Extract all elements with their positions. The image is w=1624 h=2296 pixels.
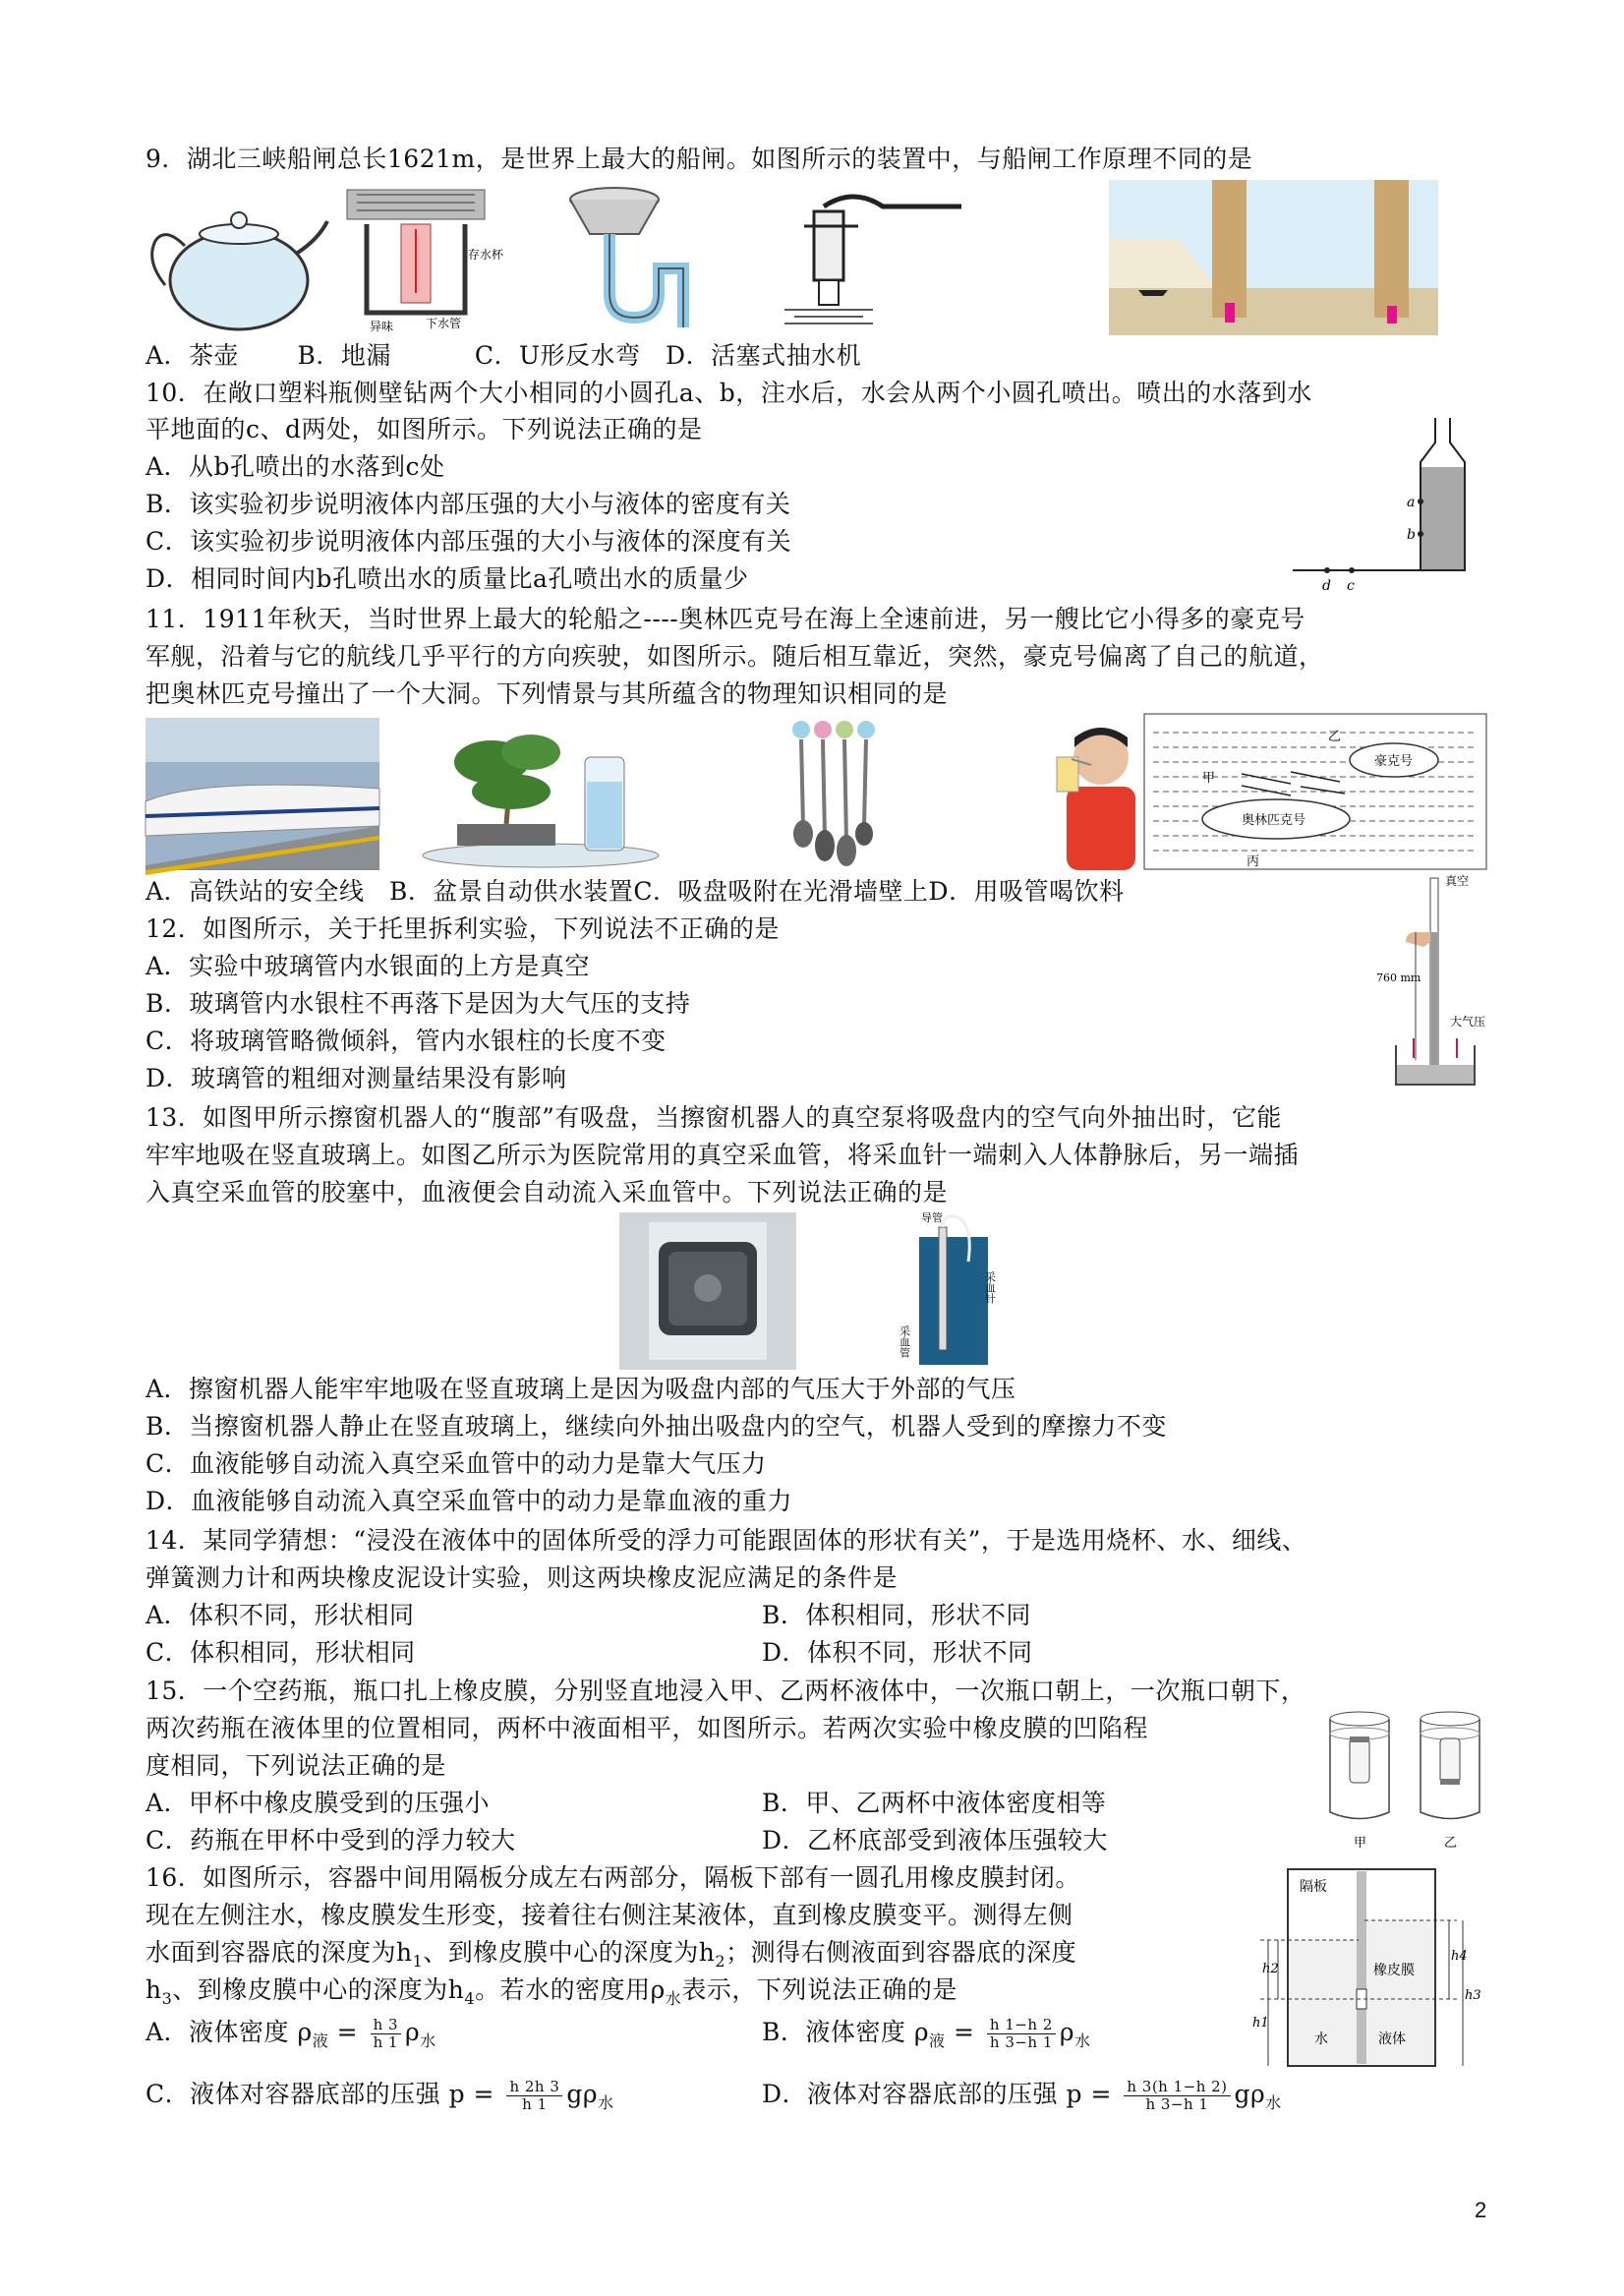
region-yi-label: 乙	[1328, 730, 1342, 744]
q10-stem-2: 平地面的c、d两处，如图所示。下列说法正确的是	[145, 415, 703, 443]
window-robot-photo	[619, 1212, 796, 1370]
q16-b-fraction: $\frac{h 1-h 2}{h 3-h 1}$	[987, 2017, 1056, 2051]
height-label: 760 mm	[1376, 971, 1421, 984]
teapot-figure	[145, 187, 332, 334]
q10-option-a: A．从b孔喷出的水落到c处	[145, 452, 445, 481]
q16-stem-4: $h_3$、到橡皮膜中心的深度为$h_4$。若水的密度用$\rho_水$表示，下列说法正确的是	[145, 1975, 957, 2008]
q14-option-a: A．体积不同，形状相同	[145, 1601, 415, 1629]
q12-option-a: A．实验中玻璃管内水银面的上方是真空	[145, 952, 591, 980]
drinking-straw-photo	[1047, 718, 1145, 870]
q13-option-b: B．当擦窗机器人静止在竖直玻璃上，继续向外抽出吸盘内的空气，机器人受到的摩擦力不变	[145, 1412, 1167, 1441]
q16-stem-1: 16．如图所示，容器中间用隔板分成左右两部分，隔板下部有一圆孔用橡皮膜封闭。	[145, 1863, 1080, 1892]
q15-option-c: C．药瓶在甲杯中受到的浮力较大	[145, 1826, 516, 1854]
bonsai-water-supply-figure	[418, 718, 664, 870]
partition-container-figure	[1241, 1861, 1481, 2073]
atm-label: 大气压	[1450, 1015, 1486, 1029]
q16-stem-3: 水面到容器底的深度为$h_1$、到橡皮膜中心的深度为$h_2$；测得右侧液面到容器底的深度	[145, 1938, 1077, 1971]
q11-stem-3: 把奥林匹克号撞出了一个大洞。下列情景与其所蕴含的物理知识相同的是	[145, 679, 949, 708]
needle-label: 采血针	[983, 1271, 997, 1304]
h2-label: h2	[1262, 1962, 1279, 1976]
membrane-label: 橡皮膜	[1373, 1963, 1415, 1978]
high-speed-rail-photo	[145, 718, 379, 870]
q15-option-a: A．甲杯中橡皮膜受到的压强小	[145, 1789, 491, 1817]
hawk-ship-label: 豪克号	[1374, 754, 1414, 769]
ships-diagram	[1143, 713, 1487, 870]
q14-option-b: B．体积相同，形状不同	[762, 1601, 1031, 1629]
q14-stem-1: 14．某同学猜想：“浸没在液体中的固体所受的浮力可能跟固体的形状有关”，于是选用烧杯、水、细线、	[145, 1526, 1307, 1555]
q10-stem-1: 10．在敞口塑料瓶侧壁钻两个大小相同的小圆孔a、b，注水后，水会从两个小圆孔喷出。喷出的水落到水	[145, 379, 1312, 407]
region-bing-label: 丙	[1247, 854, 1260, 869]
q12-option-b: B．玻璃管内水银柱不再落下是因为大气压的支持	[145, 989, 691, 1018]
vacuum-label: 真空	[1445, 874, 1470, 888]
q13-stem-3: 入真空采血管的胶塞中，血液便会自动流入采血管中。下列说法正确的是	[145, 1178, 949, 1207]
hole-a-label: a	[1407, 495, 1416, 510]
bottle-holes-figure	[1293, 418, 1489, 594]
torricelli-figure	[1376, 873, 1494, 1089]
q16-option-b: B．液体密度 $\rho_液$ = $\frac{h 1-h 2}{h 3-h 1}$ $\rho_水$	[762, 2016, 1091, 2051]
drain-ring-label: 异味	[370, 320, 394, 333]
q13-option-d: D．血液能够自动流入真空采血管中的动力是靠血液的重力	[145, 1487, 793, 1515]
q16-option-c: C．液体对容器底部的压强 p = $\frac{h 2h 3}{h 1}$ $g\rho_水$	[145, 2078, 614, 2113]
drain-cup-label: 存水杯	[468, 248, 504, 262]
h3-label: h3	[1465, 1988, 1481, 2003]
medicine-bottle-figure	[1322, 1709, 1494, 1852]
cup-yi-label: 乙	[1444, 1836, 1458, 1851]
q11-options: A．高铁站的安全线 B．盆景自动供水装置C．吸盘吸附在光滑墙壁上D．用吸管喝饮料	[145, 877, 1125, 906]
q10-option-b: B．该实验初步说明液体内部压强的大小与液体的密度有关	[145, 490, 791, 518]
q16-option-a: A．液体密度 $\rho_液$ = $\frac{h 3}{h 1}$ $\rho_水$	[145, 2016, 436, 2051]
h1-label: h1	[1252, 2016, 1269, 2031]
vacuum-tube-figure	[880, 1207, 1017, 1370]
q10-option-c: C．该实验初步说明液体内部压强的大小与液体的深度有关	[145, 527, 792, 556]
q13-stem-1: 13．如图甲所示擦窗机器人的“腹部”有吸盘，当擦窗机器人的真空泵将吸盘内的空气向外抽出时，它能	[145, 1103, 1282, 1132]
q15-stem-2: 两次药瓶在液体里的位置相同，两杯中液面相平，如图所示。若两次实验中橡皮膜的凹陷程	[145, 1714, 1149, 1742]
q15-option-b: B．甲、乙两杯中液体密度相等	[762, 1789, 1107, 1817]
q14-stem-2: 弹簧测力计和两块橡皮泥设计实验，则这两块橡皮泥应满足的条件是	[145, 1563, 899, 1592]
q10-option-d: D．相同时间内b孔喷出水的质量比a孔喷出水的质量少	[145, 564, 749, 593]
region-jia-label: 甲	[1202, 771, 1216, 786]
point-c-label: c	[1347, 578, 1355, 594]
suction-hooks-photo	[782, 718, 890, 870]
q15-stem-1: 15．一个空药瓶，瓶口扎上橡皮膜，分别竖直地浸入甲、乙两杯液体中，一次瓶口朝上，一次瓶口朝下，	[145, 1677, 1306, 1705]
hole-b-label: b	[1407, 527, 1416, 543]
q14-option-d: D．体积不同，形状不同	[762, 1638, 1033, 1667]
q15-stem-3: 度相同，下列说法正确的是	[145, 1751, 447, 1780]
guide-tube-label: 导管	[921, 1211, 943, 1224]
ship-lock-figure	[1109, 180, 1438, 335]
q16-d-fraction: $\frac{h 3(h 1-h 2)}{h 3-h 1}$	[1124, 2079, 1230, 2113]
piston-pump-figure	[765, 187, 961, 334]
q16-option-d: D．液体对容器底部的压强 p = $\frac{h 3(h 1-h 2)}{h 3-h 1}$ $g\rho_水$	[762, 2078, 1282, 2113]
q16-c-fraction: $\frac{h 2h 3}{h 1}$	[506, 2079, 562, 2113]
q15-option-d: D．乙杯底部受到液体压强较大	[762, 1826, 1109, 1854]
q13-option-c: C．血液能够自动流入真空采血管中的动力是靠大气压力	[145, 1449, 767, 1478]
h4-label: h4	[1451, 1949, 1468, 1964]
partition-label: 隔板	[1300, 1879, 1327, 1895]
floor-drain-figure	[342, 185, 504, 333]
q12-option-c: C．将玻璃管略微倾斜，管内水银柱的长度不变	[145, 1027, 667, 1055]
q14-option-c: C．体积相同，形状相同	[145, 1638, 416, 1667]
olympic-ship-label: 奥林匹克号	[1242, 813, 1306, 828]
u-trap-figure	[555, 185, 693, 332]
q9-stem: 9．湖北三峡船闸总长1621m，是世界上最大的船闸。如图所示的装置中，与船闸工作原理不同的是	[145, 145, 1253, 173]
q13-option-a: A．擦窗机器人能牢牢地吸在竖直玻璃上是因为吸盘内部的气压大于外部的气压	[145, 1375, 1016, 1403]
drain-pipe-label: 下水管	[426, 317, 462, 330]
page-number: 2	[1475, 2198, 1487, 2222]
q11-stem-2: 军舰，沿着与它的航线几乎平行的方向疾驶，如图所示。随后相互靠近，突然，豪克号偏离了自己的航道，	[145, 642, 1324, 671]
q13-stem-2: 牢牢地吸在竖直玻璃上。如图乙所示为医院常用的真空采血管，将采血针一端刺入人体静脉后，另一端插	[145, 1141, 1300, 1169]
liquid-label: 液体	[1378, 2031, 1406, 2047]
q16-a-fraction: $\frac{h 3}{h 1}$	[371, 2017, 401, 2051]
q9-options: A．茶壶 B．地漏 C．U形反水弯 D．活塞式抽水机	[145, 341, 862, 370]
cup-jia-label: 甲	[1354, 1836, 1367, 1851]
water-label: 水	[1314, 2031, 1328, 2047]
tube-label: 采血管	[898, 1325, 911, 1358]
point-d-label: d	[1322, 578, 1331, 594]
q12-option-d: D．玻璃管的粗细对测量结果没有影响	[145, 1064, 567, 1092]
q11-stem-1: 11．1911年秋天，当时世界上最大的轮船之----奥林匹克号在海上全速前进，另一艘比它小得多的豪克号	[145, 605, 1305, 633]
q16-stem-2: 现在左侧注水，橡皮膜发生形变，接着往右侧注某液体，直到橡皮膜变平。测得左侧	[145, 1901, 1073, 1929]
q12-stem: 12．如图所示，关于托里拆利实验，下列说法不正确的是	[145, 914, 780, 943]
